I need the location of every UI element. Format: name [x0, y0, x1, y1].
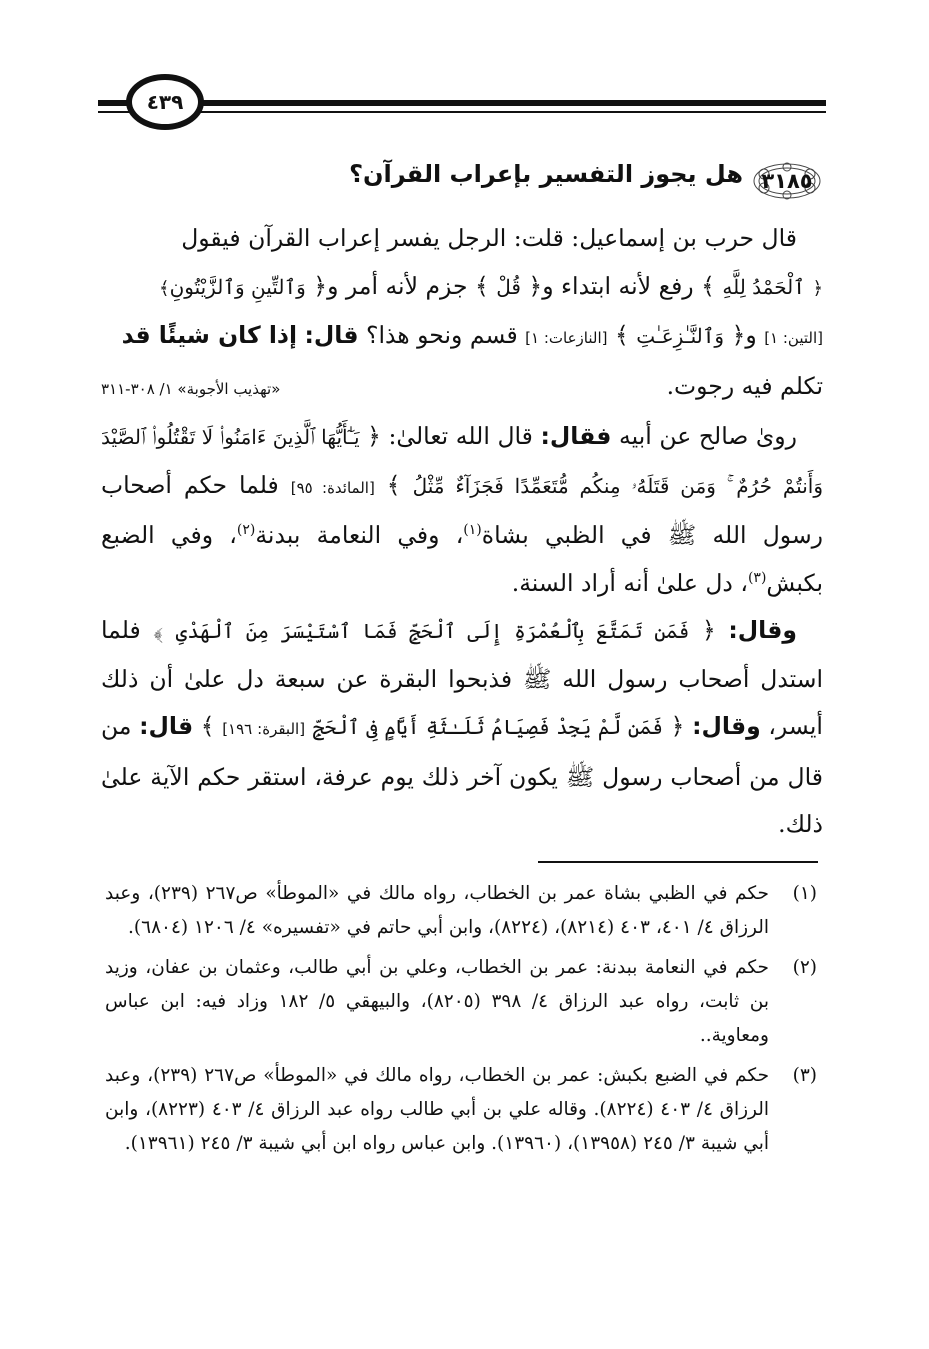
- waqal-label: وقال:: [692, 712, 761, 740]
- paragraph-2: [101, 413, 823, 607]
- paragraph-1-line-2: [101, 263, 823, 313]
- page-number-text: ٤٣٩: [146, 90, 184, 114]
- header-rule-thick: [98, 100, 826, 106]
- qal-label: قال:: [304, 321, 359, 349]
- text-span: قال حرب بن إسماعيل: قلت: الرجل يفسر إعراب القرآن فيقول: [181, 224, 797, 252]
- paragraph-1-line-1: [101, 215, 823, 263]
- paragraph-3: [101, 607, 823, 849]
- quran-quote: فَمَن تَمَتَّعَ بِٱلْعُمْرَةِ إِلَى ٱلْحَجِّ فَمَا ٱسْتَيْسَرَ مِنَ ٱلْهَدْىِ: [175, 619, 690, 643]
- text-span: ، وفي النعامة ببدنة: [255, 521, 464, 549]
- text-span: تكلم فيه رجوت.: [666, 371, 823, 400]
- footnotes: [105, 877, 817, 1167]
- footnote-text: حكم في الضبع بكبش: عمر بن الخطاب، رواه مالك في «الموطأ» ص٢٦٧ (٢٣٩)، وعبد الرزاق ٤/ ٤٠٣ (٨٢٢٤). وقاله علي بن أبي طالب رواه عبد الرزاق ٤/ ٤٠٣ (٨٢٢٣)، وابن أبي شيبة ٣/ ٢٤٥ (١٣٩٥٨)، (١٣٩٦٠). وابن عباس رواه ابن أبي شيبة ٣/ ٢٤٥ (١٣٩٦١).: [105, 1065, 770, 1154]
- text-span: ﴾ فلما استدل أصحاب رسول الله ﷺ فذبحوا البقرة عن سبعة دل علىٰ أن ذلك أيسر،: [101, 616, 823, 740]
- text-span: ﴾: [200, 712, 215, 740]
- text-span: فلما حكم أصحاب رسول الله ﷺ في الظبي بشاة: [101, 470, 823, 549]
- text-span: إذا كان شيئًا قد: [121, 321, 297, 349]
- question-title: هل يجوز التفسير بإعراب القرآن؟: [349, 160, 743, 188]
- text-span: ﴾ جزم لأنه أمر و﴿: [313, 271, 489, 300]
- qal-label: قال:: [139, 712, 194, 740]
- page-number: [126, 74, 204, 130]
- footnote: [105, 1059, 817, 1161]
- text-span: ، دل علىٰ أنه أراد السنة.: [511, 568, 748, 597]
- question-number-badge: [752, 162, 822, 200]
- text-span: ﴿: [702, 616, 716, 644]
- quran-quote: ٱلْحَمْدُ لِلَّهِ: [722, 274, 805, 299]
- quran-quote: فَمَن لَّمْ يَجِدْ فَصِيَامُ ثَلَـٰثَةِ أَيَّامٍ فِى ٱلْحَجِّ: [312, 715, 664, 739]
- text-span: ﴾ رفع لأنه ابتداء و﴿: [528, 271, 715, 300]
- text-span: روىٰ صالح عن أبيه: [619, 422, 797, 450]
- quran-quote: قُلْ: [496, 274, 521, 299]
- text-span: قسم ونحو هذا؟: [365, 321, 518, 349]
- footnote-text: حكم في النعامة ببدنة: عمر بن الخطاب، وعلي بن أبي طالب، وعثمان بن عفان، وزيد بن ثابت، رواه عبد الرزاق ٤/ ٣٩٨ (٨٢٠٥)، والبيهقي ٥/ ١٨٢ وزاد فيه: ابن عباس ومعاوية..: [105, 957, 769, 1046]
- text-span: و﴿: [731, 321, 757, 349]
- verse-reference: [البقرة: ١٩٦]: [222, 720, 306, 738]
- text-span: ﴿: [670, 712, 685, 740]
- footnote-separator: [538, 861, 818, 863]
- footnote-number: (١): [792, 883, 817, 904]
- quran-quote: وَٱلنَّـٰزِعَـٰتِ: [636, 324, 725, 348]
- bracket-close: ﴾: [159, 277, 170, 299]
- footnote: [105, 951, 817, 1053]
- faqal-label: فقال:: [540, 422, 612, 450]
- text-span: ، وفي الضبع بكبش: [101, 521, 823, 597]
- question-number: ٣١٨٥: [761, 169, 813, 193]
- text-span: قال الله تعالىٰ: ﴿: [367, 422, 533, 450]
- verse-reference: [النازعات: ١]: [525, 329, 608, 347]
- footnote: [105, 877, 817, 945]
- quran-quote: وَٱلتِّينِ وَٱلزَّيْتُونِ: [169, 274, 306, 299]
- footnote-marker[interactable]: (١): [463, 522, 482, 539]
- paragraph-1-line-4: [101, 363, 823, 414]
- header-rule-thin: [98, 111, 826, 113]
- footnote-marker[interactable]: (٢): [236, 522, 256, 539]
- text-span: ﴾: [614, 321, 629, 349]
- paragraph-1-line-3: [101, 312, 823, 363]
- main-text: [101, 215, 823, 849]
- waqal-label: وقال:: [728, 616, 797, 644]
- footnote-marker[interactable]: (٣): [747, 569, 767, 586]
- bracket-open: ﴿: [812, 277, 823, 299]
- source-reference: «تهذيب الأجوبة» ١/ ٣٠٨-٣١١: [101, 379, 281, 398]
- footnote-number: (٢): [792, 957, 817, 978]
- text-span: ﴾: [386, 470, 401, 499]
- quran-quote: يَـٰٓأَيُّهَا ٱلَّذِينَ ءَامَنُوا۟ لَا تَقْتُلُوا۟ ٱلصَّيْدَ وَأَنتُمْ حُرُمٌ ۚ وَمَن قَتَلَهُۥ مِنكُم مُّتَعَمِّدًا فَجَزَآءٌ مِّثْلُ: [101, 425, 823, 498]
- verse-reference: [المائدة: ٩٥]: [290, 478, 375, 497]
- text-span: من قال من أصحاب رسول ﷺ يكون آخر ذلك يوم عرفة، استقر حكم الآية علىٰ ذلك.: [101, 712, 823, 838]
- footnote-text: حكم في الظبي بشاة عمر بن الخطاب، رواه مالك في «الموطأ» ص٢٦٧ (٢٣٩)، وعبد الرزاق ٤/ ٤٠١، ٤٠٣ (٨٢١٤)، (٨٢٢٤)، وابن أبي حاتم في «تفسيره» ٤/ ١٢٠٦ (٦٨٠٤).: [105, 883, 769, 938]
- verse-reference: [التين: ١]: [764, 329, 823, 347]
- footnote-number: (٣): [792, 1065, 817, 1086]
